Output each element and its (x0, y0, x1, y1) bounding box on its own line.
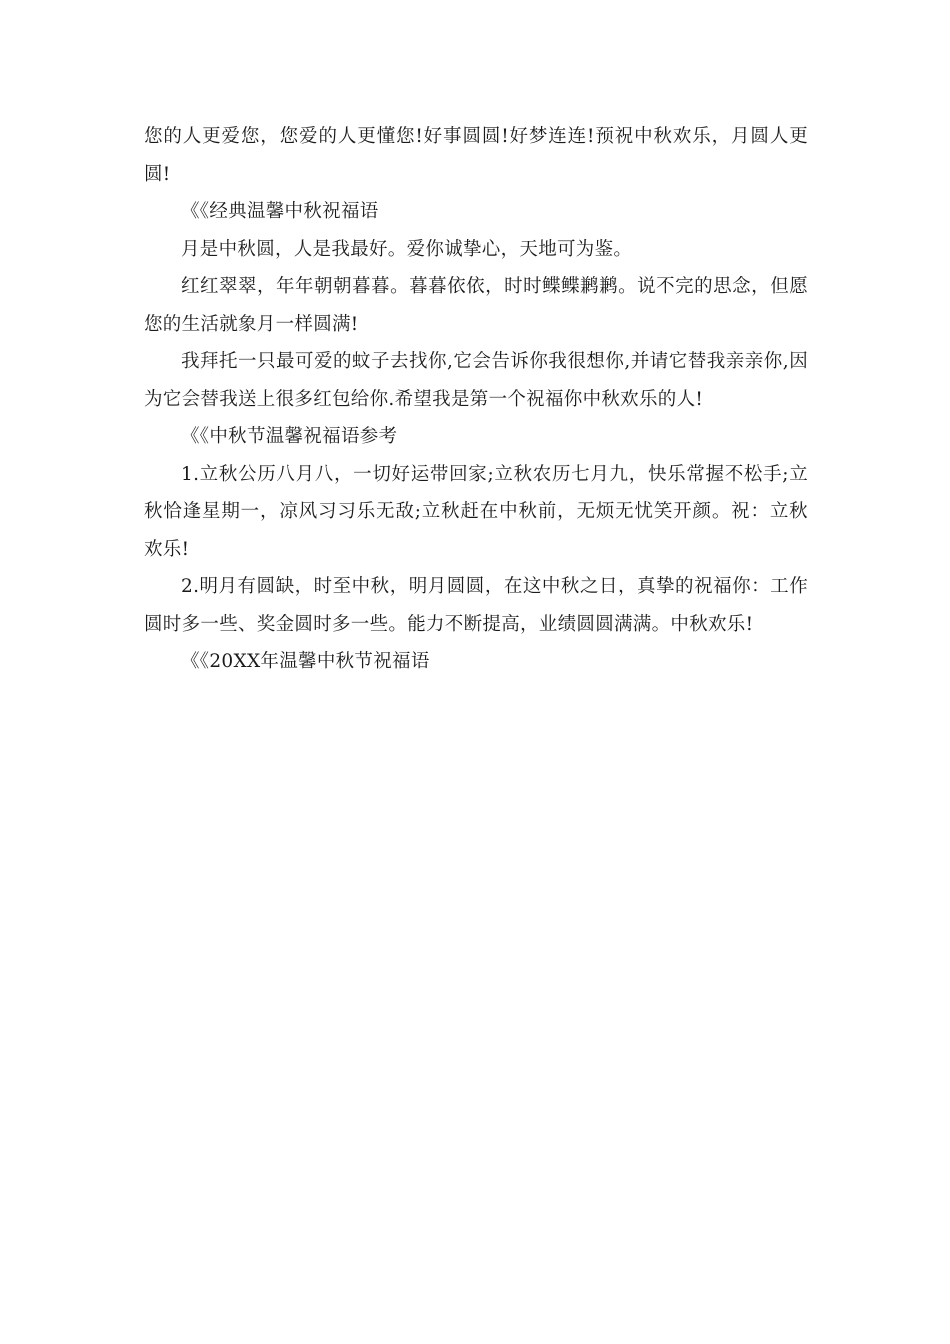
list-item-1: 1.立秋公历八月八，一切好运带回家;立秋农历七月九，快乐常握不松手;立秋恰逢星期一，凉风习习乐无敌;立秋赶在中秋前，无烦无忧笑开颜。祝：立秋欢乐! (144, 463, 808, 560)
list-item-2: 2.明月有圆缺，时至中秋，明月圆圆，在这中秋之日，真挚的祝福你：工作圆时多一些、奖金圆时多一些。能力不断提高，业绩圆圆满满。中秋欢乐! (144, 576, 808, 635)
paragraph-continuation: 您的人更爱您，您爱的人更懂您!好事圆圆!好梦连连!预祝中秋欢乐，月圆人更圆! (144, 126, 808, 185)
paragraph: 我拜托一只最可爱的蚊子去找你,它会告诉你我很想你,并请它替我亲亲你,因为它会替我送上很多红包给你.希望我是第一个祝福你中秋欢乐的人! (144, 351, 808, 410)
document-body (144, 118, 808, 681)
paragraph: 红红翠翠，年年朝朝暮暮。暮暮依依，时时鲽鲽鹣鹣。说不完的思念，但愿您的生活就象月一样圆满! (144, 276, 808, 335)
section-heading-classic-wishes: 《《经典温馨中秋祝福语 (181, 201, 379, 222)
section-heading-reference-wishes: 《《中秋节温馨祝福语参考 (181, 426, 398, 447)
paragraph: 月是中秋圆，人是我最好。爱你诚挚心，天地可为鉴。 (181, 238, 633, 260)
section-heading-year-wishes: 《《20XX年温馨中秋节祝福语 (181, 651, 430, 672)
